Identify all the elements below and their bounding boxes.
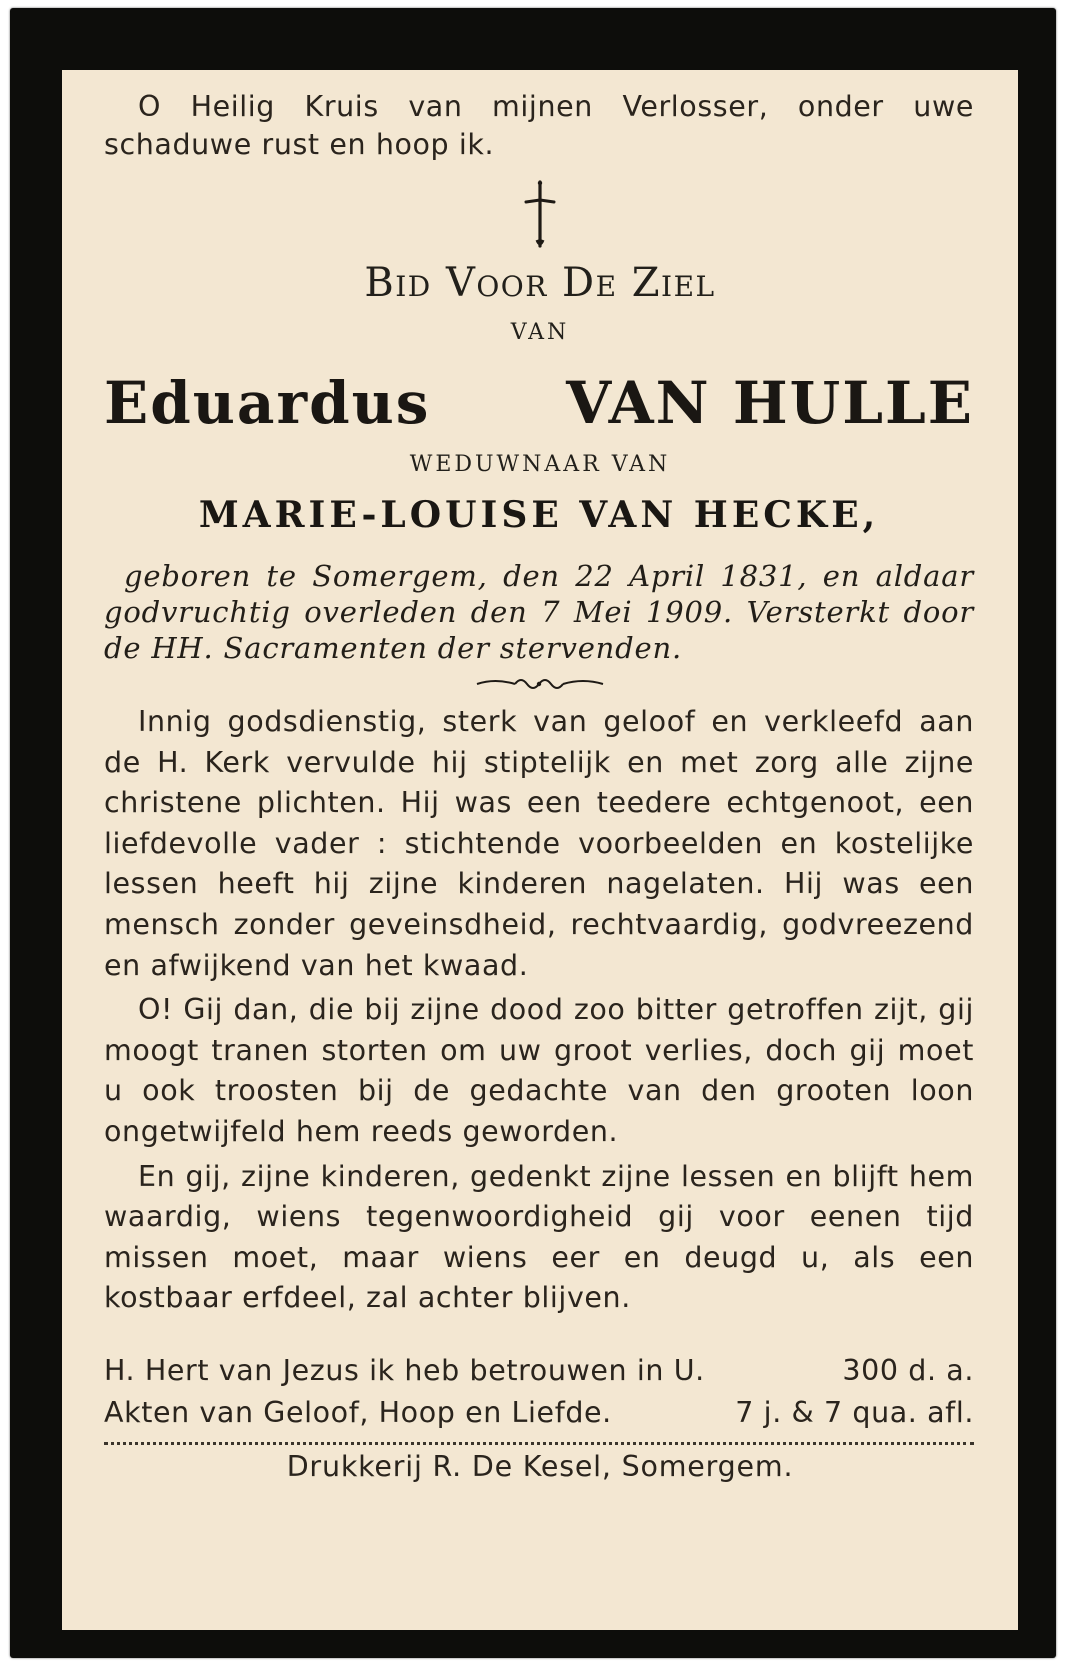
cross-icon xyxy=(62,178,1018,250)
dotted-divider xyxy=(104,1442,974,1445)
prayer-indulgence: 7 j. & 7 qua. afl. xyxy=(735,1396,974,1429)
eulogy-paragraph: Innig godsdienstig, sterk van geloof en verkleefd aan de H. Kerk vervulde hij stiptelijk en met zorg alle zijne christene plichten. Hij was een teedere echtgenoot, een liefdevolle vader : stichtende voorbeelden en kostelijke lessen heeft hij zijne kinderen nagelaten. Hij was een mensch zonder geveinsdheid, rechtvaardig, godvreezend en afwijkend van het kwaad. xyxy=(104,705,974,982)
divider-ornament-icon xyxy=(475,674,605,694)
relation-label: WEDUWNAAR VAN xyxy=(409,452,671,477)
latin-cross-icon xyxy=(518,178,562,250)
prayer-text: H. Hert van Jezus ik heb betrouwen in U. xyxy=(104,1354,705,1387)
scroll-ornament-icon xyxy=(62,674,1018,694)
deceased-first-name: Eduardus xyxy=(104,369,431,437)
motto: O Heilig Kruis van mijnen Verlosser, onder uwe schaduwe rust en hoop ik. xyxy=(104,90,974,161)
prayer-line xyxy=(104,1392,974,1434)
prayer-indulgence: 300 d. a. xyxy=(842,1354,974,1387)
eulogy xyxy=(104,702,974,1323)
deceased-name xyxy=(104,368,974,438)
deceased-last-name: VAN HULLE xyxy=(566,369,974,437)
prayer-text: Akten van Geloof, Hoop en Liefde. xyxy=(104,1396,612,1429)
prayer-line xyxy=(104,1350,974,1392)
prayer-card xyxy=(62,70,1018,1630)
eulogy-paragraph: En gij, zijne kinderen, gedenkt zijne lessen en blijft hem waardig, wiens tegenwoordigheid gij voor eenen tijd missen moet, maar wiens eer en deugd u, als een kostbaar erfdeel, zal achter blijven. xyxy=(104,1159,974,1315)
heading-van: VAN xyxy=(510,320,570,345)
spouse-name: MARIE-LOUISE VAN HECKE, xyxy=(198,494,880,536)
eulogy-paragraph: O! Gij dan, die bij zijne dood zoo bitter getroffen zijt, gij moogt tranen storten om uw groot verlies, doch gij moet u ook troosten bij de gedachte van den grooten loon ongetwijfeld hem reeds geworden. xyxy=(104,993,974,1148)
mourning-card-border xyxy=(10,8,1056,1658)
heading-bid-voor-de-ziel: Bid Voor De Ziel xyxy=(364,260,716,306)
prayers xyxy=(104,1350,974,1434)
printer-credit: Drukkerij R. De Kesel, Somergem. xyxy=(286,1450,794,1483)
biography: geboren te Somergem, den 22 April 1831, en aldaar godvruchtig overleden den 7 Mei 1909. Versterkt door de HH. Sacramenten der stervenden. xyxy=(104,559,974,665)
